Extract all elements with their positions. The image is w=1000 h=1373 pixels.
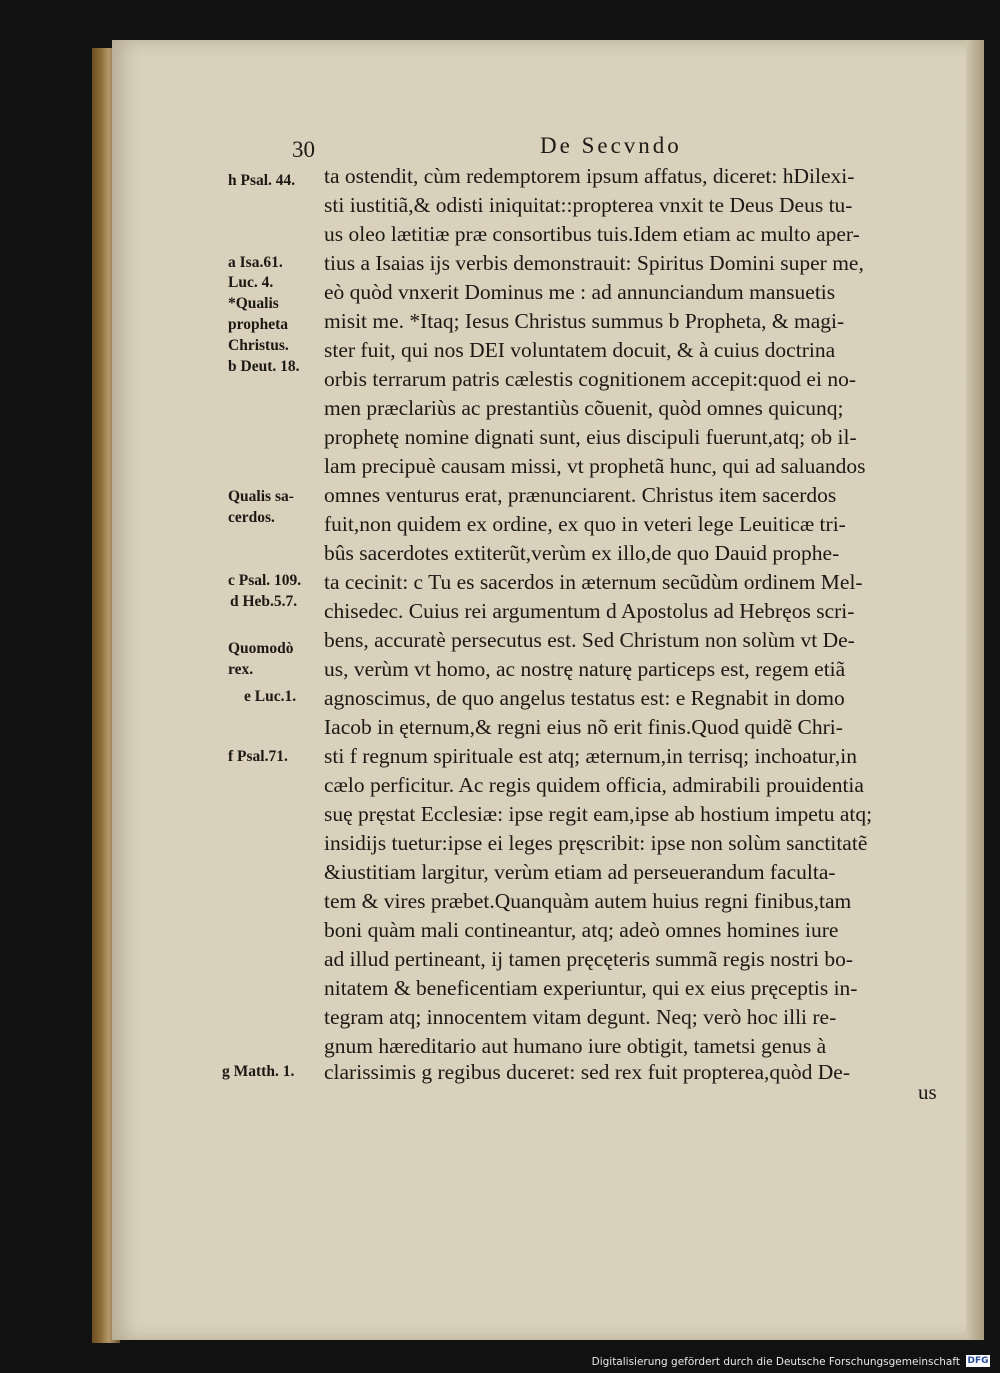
body-line: chisedec. Cuius rei argumentum d Apostolus ad Hebręos scri- <box>324 599 855 623</box>
body-line: nitatem & beneficentiam experiuntur, qui ex eius pręceptis in- <box>324 976 858 1000</box>
marginal-note: Christus. <box>228 337 289 354</box>
page-right-edge <box>966 40 984 1340</box>
body-line: boni quàm mali contineantur, atq; adeò omnes homines iure <box>324 918 839 942</box>
marginal-note: d Heb.5.7. <box>230 593 298 610</box>
marginal-note: g Matth. 1. <box>222 1063 295 1080</box>
catchword: us <box>918 1080 937 1104</box>
marginal-note: Luc. 4. <box>228 274 274 291</box>
marginal-note: Quomodò <box>228 640 294 657</box>
body-line: agnoscimus, de quo angelus testatus est: e Regnabit in domo <box>324 686 845 710</box>
body-line: ta cecinit: c Tu es sacerdos in æternum secũdùm ordinem Mel- <box>324 570 863 594</box>
body-line: suę pręstat Ecclesiæ: ipse regit eam,ipse ab hostium impetu atq; <box>324 802 873 826</box>
body-line: &iustitiam largitur, verùm etiam ad perseuerandum faculta- <box>324 860 836 884</box>
marginal-note: c Psal. 109. <box>228 572 302 589</box>
marginal-note: f Psal.71. <box>228 748 288 765</box>
body-line: clarissimis g regibus duceret: sed rex fuit propterea,quòd De- <box>324 1060 850 1084</box>
marginal-note: Qualis sa- <box>228 488 294 505</box>
body-line: Iacob in ęternum,& regni eius nõ erit finis.Quod quidẽ Chri- <box>324 715 843 739</box>
funding-credit: Digitalisierung gefördert durch die Deutsche Forschungsgemeinschaft <box>591 1356 960 1368</box>
page-number: 30 <box>292 137 315 162</box>
marginal-note: a Isa.61. <box>228 254 283 271</box>
body-line: us, verùm vt homo, ac nostrę naturę particeps est, regem etiã <box>324 657 846 681</box>
body-line: sti f regnum spirituale est atq; æternum,in terrisq; inchoatur,in <box>324 744 857 768</box>
body-line: tegram atq; innocentem vitam degunt. Neq; verò hoc illi re- <box>324 1005 837 1029</box>
body-line: us oleo lætitiæ præ consortibus tuis.Idem etiam ac multo aper- <box>324 222 860 246</box>
body-line: prophetę nomine dignati sunt, eius discipuli fuerunt,atq; ob il- <box>324 425 857 449</box>
marginal-note: b Deut. 18. <box>228 358 300 375</box>
marginal-note: cerdos. <box>228 509 275 526</box>
body-line: men præclariùs ac prestantiùs cõuenit, quòd omnes quicunq; <box>324 396 844 420</box>
body-line: ad illud pertineant, ij tamen pręcęteris summã regis nostri bo- <box>324 947 853 971</box>
body-line: misit me. *Itaq; Iesus Christus summus b Propheta, & magi- <box>324 309 845 333</box>
body-line: omnes venturus erat, prænunciarent. Christus item sacerdos <box>324 483 837 507</box>
marginal-note: *Qualis <box>228 295 279 312</box>
body-line: lam precipuè causam missi, vt prophetã hunc, qui ad saluandos <box>324 454 866 478</box>
body-line: tem & vires præbet.Quanquàm autem huius regni finibus,tam <box>324 889 852 913</box>
dfg-logo-icon: DFG <box>967 1356 989 1366</box>
marginal-note: rex. <box>228 661 254 678</box>
body-line: tius a Isaias ijs verbis demonstrauit: Spiritus Domini super me, <box>324 251 864 275</box>
body-line: ta ostendit, cùm redemptorem ipsum affatus, diceret: hDilexi- <box>324 164 855 188</box>
marginal-note: e Luc.1. <box>244 688 297 705</box>
body-line: ster fuit, qui nos DEI voluntatem docuit, & à cuius doctrina <box>324 338 836 362</box>
marginal-note: propheta <box>228 316 289 333</box>
body-line: orbis terrarum patris cælestis cognitionem accepit:quod ei no- <box>324 367 856 391</box>
body-line: bens, accuratè persecutus est. Sed Christum non solùm vt De- <box>324 628 855 652</box>
body-line: gnum hæreditario aut humano iure obtigit, tametsi genus à <box>324 1034 827 1058</box>
body-line: fuit,non quidem ex ordine, ex quo in veteri lege Leuiticæ tri- <box>324 512 846 536</box>
body-line: sti iustitiã,& odisti iniquitat::propterea vnxit te Deus Deus tu- <box>324 193 853 217</box>
marginal-note: h Psal. 44. <box>228 172 296 189</box>
body-line: insidijs tuetur:ipse ei leges pręscribit: ipse non solùm sanctitatẽ <box>324 831 868 855</box>
body-line: bûs sacerdotes extiterũt,verùm ex illo,de quo Dauid prophe- <box>324 541 840 565</box>
running-head: De Secvndo <box>540 133 682 158</box>
body-line: eò quòd vnxerit Dominus me : ad annunciandum mansuetis <box>324 280 836 304</box>
body-line: cælo perficitur. Ac regis quidem officia, admirabili prouidentia <box>324 773 864 797</box>
